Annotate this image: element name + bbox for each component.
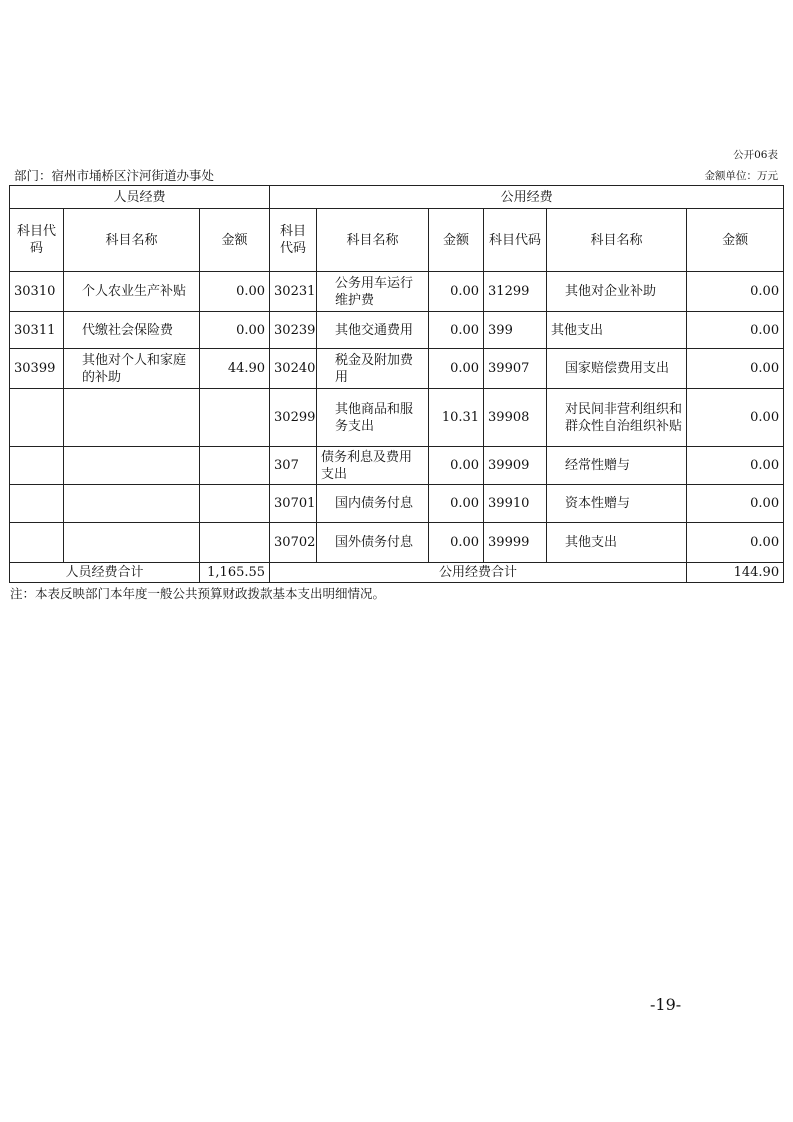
- cell-p-code: [10, 447, 64, 485]
- cell-p-name: [64, 447, 200, 485]
- personnel-total-value: 1,165.55: [200, 563, 270, 583]
- cell-u1-amount: 0.00: [429, 349, 484, 389]
- cell-u2-code: 39907: [484, 349, 547, 389]
- cell-u2-amount: 0.00: [687, 447, 784, 485]
- table-row: [10, 523, 784, 563]
- header-name: 科目名称: [64, 209, 200, 272]
- cell-p-name: [64, 389, 200, 447]
- cell-u1-amount: 0.00: [429, 523, 484, 563]
- cell-u1-name: 国内债务付息: [317, 485, 429, 523]
- cell-u1-amount: 0.00: [429, 272, 484, 312]
- cell-p-amount: [200, 389, 270, 447]
- department-label: 部门：宿州市埇桥区汴河街道办事处: [14, 168, 215, 183]
- table-row: [10, 389, 784, 447]
- cell-u2-amount: 0.00: [687, 389, 784, 447]
- cell-u1-name: 其他商品和服务支出: [317, 389, 429, 447]
- cell-u1-code: 30701: [270, 485, 317, 523]
- cell-u2-name: 其他对企业补助: [547, 272, 687, 312]
- cell-u2-name: 经常性赠与: [547, 447, 687, 485]
- cell-u1-name: 其他交通费用: [317, 312, 429, 349]
- cell-p-amount: 44.90: [200, 349, 270, 389]
- cell-u2-name: 资本性赠与: [547, 485, 687, 523]
- cell-u2-code: 39908: [484, 389, 547, 447]
- table-row: [10, 272, 784, 312]
- cell-u1-code: 30240: [270, 349, 317, 389]
- table-row: [10, 312, 784, 349]
- amount-unit: 金额单位：万元: [704, 170, 778, 182]
- totals-row: [10, 563, 784, 583]
- form-number: 公开06表: [733, 149, 778, 161]
- public-total-value: 144.90: [687, 563, 784, 583]
- cell-u1-code: 30702: [270, 523, 317, 563]
- cell-u1-amount: 10.31: [429, 389, 484, 447]
- personnel-total-label: 人员经费合计: [10, 563, 200, 583]
- cell-p-code: [10, 485, 64, 523]
- cell-u1-name: 税金及附加费用: [317, 349, 429, 389]
- cell-p-amount: [200, 447, 270, 485]
- cell-u1-code: 307: [270, 447, 317, 485]
- cell-p-code: 30310: [10, 272, 64, 312]
- cell-u1-code: 30299: [270, 389, 317, 447]
- cell-u1-amount: 0.00: [429, 312, 484, 349]
- cell-u2-name: 其他支出: [547, 523, 687, 563]
- cell-u2-code: 31299: [484, 272, 547, 312]
- cell-u2-amount: 0.00: [687, 485, 784, 523]
- cell-u2-amount: 0.00: [687, 272, 784, 312]
- personnel-section-header: 人员经费: [10, 186, 270, 209]
- cell-u2-amount: 0.00: [687, 349, 784, 389]
- public-total-label: 公用经费合计: [270, 563, 687, 583]
- header-code: 科目代码: [10, 209, 64, 272]
- cell-u2-amount: 0.00: [687, 523, 784, 563]
- cell-p-code: 30311: [10, 312, 64, 349]
- cell-p-code: 30399: [10, 349, 64, 389]
- public-section-header: 公用经费: [270, 186, 784, 209]
- cell-u2-code: 39909: [484, 447, 547, 485]
- cell-p-name: [64, 523, 200, 563]
- cell-u1-name: 国外债务付息: [317, 523, 429, 563]
- header-name: 科目名称: [547, 209, 687, 272]
- header-amount: 金额: [429, 209, 484, 272]
- cell-p-amount: [200, 523, 270, 563]
- cell-u1-amount: 0.00: [429, 485, 484, 523]
- page-number: -19-: [650, 995, 682, 1014]
- header-code: 科目代码: [270, 209, 317, 272]
- cell-u2-code: 399: [484, 312, 547, 349]
- cell-u1-amount: 0.00: [429, 447, 484, 485]
- cell-u2-code: 39999: [484, 523, 547, 563]
- cell-u2-name: 国家赔偿费用支出: [547, 349, 687, 389]
- cell-u2-name: 对民间非营利组织和群众性自治组织补贴: [547, 389, 687, 447]
- cell-u1-code: 30239: [270, 312, 317, 349]
- cell-u2-name: 其他支出: [547, 312, 687, 349]
- table-row: [10, 349, 784, 389]
- cell-p-name: 代缴社会保险费: [64, 312, 200, 349]
- cell-p-amount: 0.00: [200, 272, 270, 312]
- cell-u1-code: 30231: [270, 272, 317, 312]
- table-note: 注：本表反映部门本年度一般公共预算财政拨款基本支出明细情况。: [10, 586, 386, 601]
- cell-p-amount: 0.00: [200, 312, 270, 349]
- cell-p-name: [64, 485, 200, 523]
- cell-p-code: [10, 389, 64, 447]
- cell-u2-amount: 0.00: [687, 312, 784, 349]
- cell-p-amount: [200, 485, 270, 523]
- table-row: [10, 447, 784, 485]
- header-amount: 金额: [687, 209, 784, 272]
- table-row: [10, 485, 784, 523]
- cell-u1-name: 公务用车运行维护费: [317, 272, 429, 312]
- header-amount: 金额: [200, 209, 270, 272]
- cell-p-code: [10, 523, 64, 563]
- cell-u2-code: 39910: [484, 485, 547, 523]
- cell-p-name: 个人农业生产补贴: [64, 272, 200, 312]
- expenditure-table: [9, 185, 784, 583]
- header-code: 科目代码: [484, 209, 547, 272]
- cell-u1-name: 债务利息及费用支出: [317, 447, 429, 485]
- header-name: 科目名称: [317, 209, 429, 272]
- cell-p-name: 其他对个人和家庭的补助: [64, 349, 200, 389]
